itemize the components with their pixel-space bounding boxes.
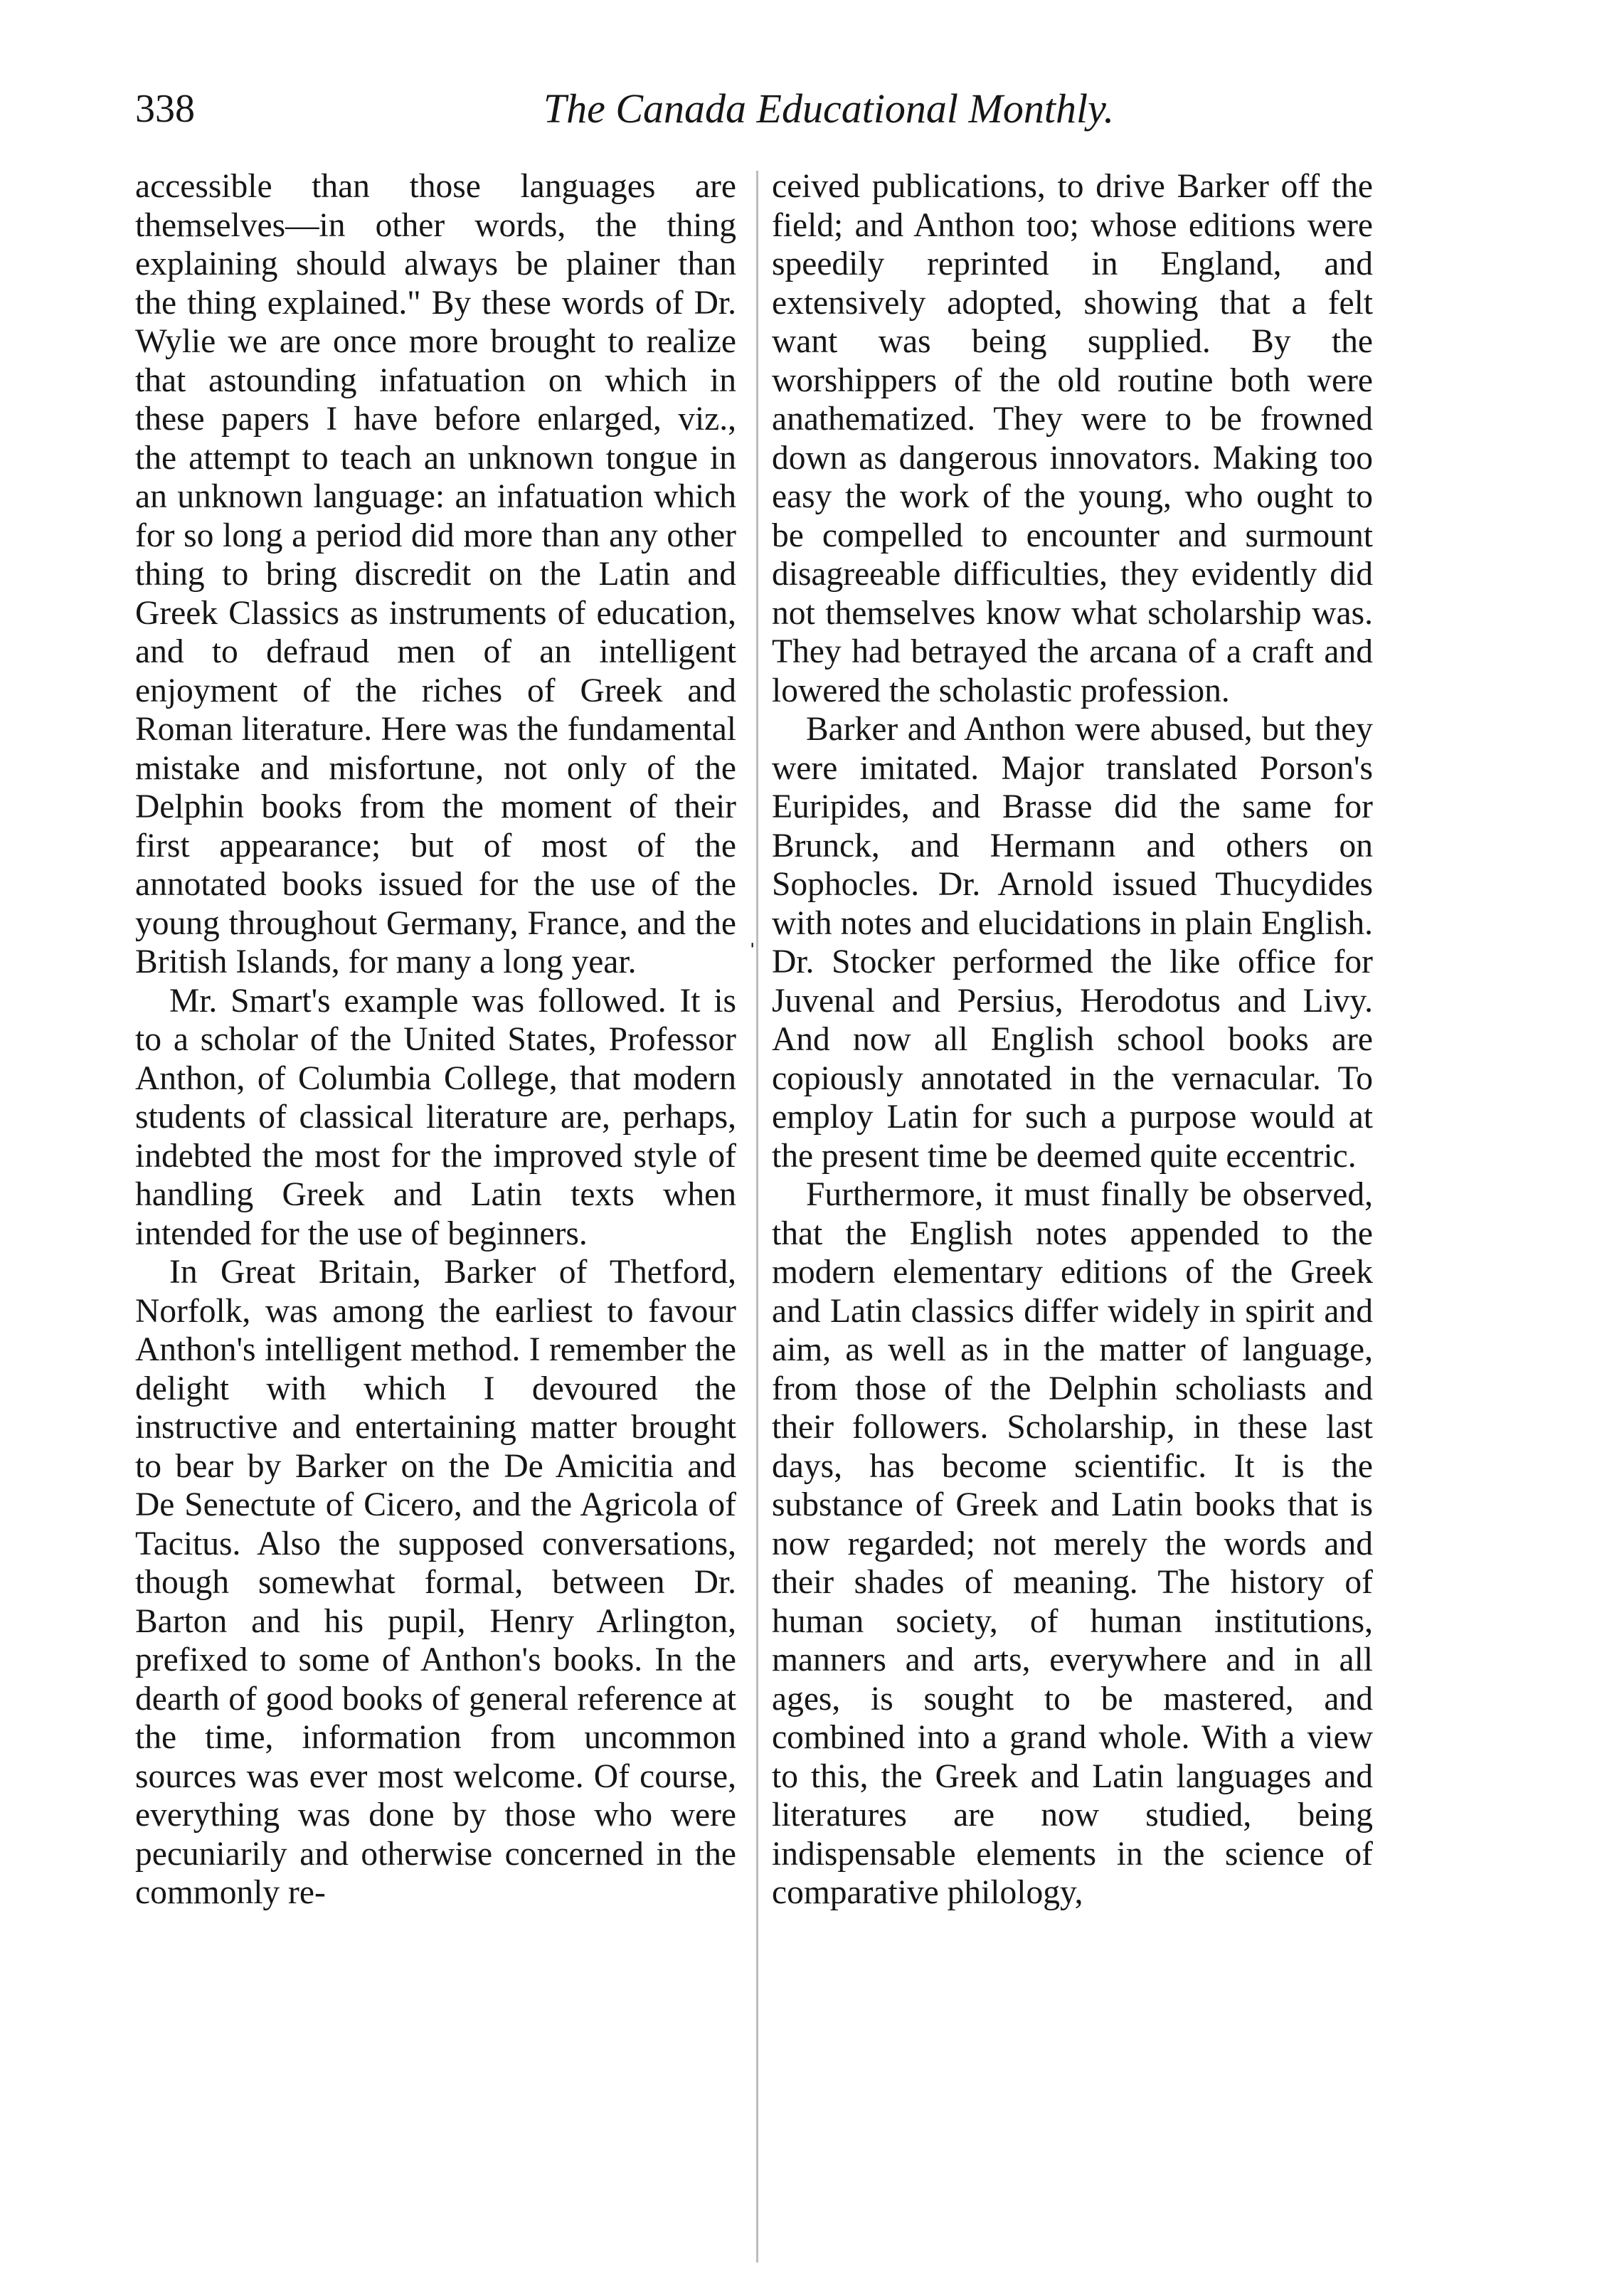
- left-paragraph-1: accessible than those languages are themselves—in other words, the thing explaining should always be plainer than the thing explained." By these words of Dr. Wylie we are once more brought to realize that astounding infatuation on which in these papers I have before enlarged, viz., the attempt to teach an unknown tongue in an unknown language: an infatuation which for so long a period did more than any other thing to bring discredit on the Latin and Greek Classics as instruments of education, and to defraud men of an intelligent enjoyment of the riches of Greek and Roman literature. Here was the fundamental mistake and misfortune, not only of the Delphin books from the moment of their first appearance; but of most of the annotated books issued for the use of the young throughout Germany, France, and the British Islands, for many a long year.: [135, 168, 736, 980]
- right-paragraph-2: Barker and Anthon were abused, but they were imitated. Major translated Porson's Euripides, and Brasse did the same for Brunck, and Hermann and others on Sophocles. Dr. Arnold issued Thucydides with notes and elucidations in plain English. Dr. Stocker performed the like office for Juvenal and Persius, Herodotus and Livy. And now all English school books are copiously annotated in the vernacular. To employ Latin for such a purpose would at the present time be deemed quite eccentric.: [772, 711, 1373, 1175]
- right-column: [772, 167, 1373, 1913]
- right-paragraph-1: ceived publications, to drive Barker off the field; and Anthon too; whose editions were speedily reprinted in England, and extensively adopted, showing that a felt want was being supplied. By the worshippers of the old routine both were anathematized. They were to be frowned down as dangerous innovators. Making too easy the work of the young, who ought to be compelled to encounter and surmount disagreeable difficulties, they evidently did not themselves know what scholarship was. They had betrayed the arcana of a craft and lowered the scholastic profession.: [772, 168, 1373, 709]
- column-divider: [756, 171, 758, 2263]
- right-paragraph-3: Furthermore, it must finally be observed, that the English notes appended to the modern elementary editions of the Greek and Latin classics differ widely in spirit and aim, as well as in the matter of language, from those of the Delphin scholiasts and their followers. Scholarship, in these last days, has become scientific. It is the substance of Greek and Latin books that is now regarded; not merely the words and their shades of meaning. The history of human society, of human institutions, manners and arts, everywhere and in all ages, is sought to be mastered, and combined into a grand whole. With a view to this, the Greek and Latin languages and literatures are now studied, being indispensable elements in the science of comparative philology,: [772, 1176, 1373, 1911]
- page-header: [135, 77, 1437, 141]
- gutter-mark: ˌ: [748, 916, 758, 948]
- page-number: 338: [135, 87, 195, 131]
- left-paragraph-3: In Great Britain, Barker of Thetford, Norfolk, was among the earliest to favour Anthon's intelligent method. I remember the delight with which I devoured the instructive and entertaining matter brought to bear by Barker on the De Amicitia and De Senectute of Cicero, and the Agricola of Tacitus. Also the supposed conversations, though somewhat formal, between Dr. Barton and his pupil, Henry Arlington, prefixed to some of Anthon's books. In the dearth of good books of general reference at the time, information from uncommon sources was ever most welcome. Of course, everything was done by those who were pecuniarily and otherwise concerned in the commonly re-: [135, 1254, 736, 1911]
- left-paragraph-2: Mr. Smart's example was followed. It is to a scholar of the United States, Professor Anthon, of Columbia College, that modern students of classical literature are, perhaps, indebted the most for the improved style of handling Greek and Latin texts when intended for the use of beginners.: [135, 982, 736, 1252]
- left-column: [135, 167, 736, 1913]
- running-title: The Canada Educational Monthly.: [543, 85, 1115, 132]
